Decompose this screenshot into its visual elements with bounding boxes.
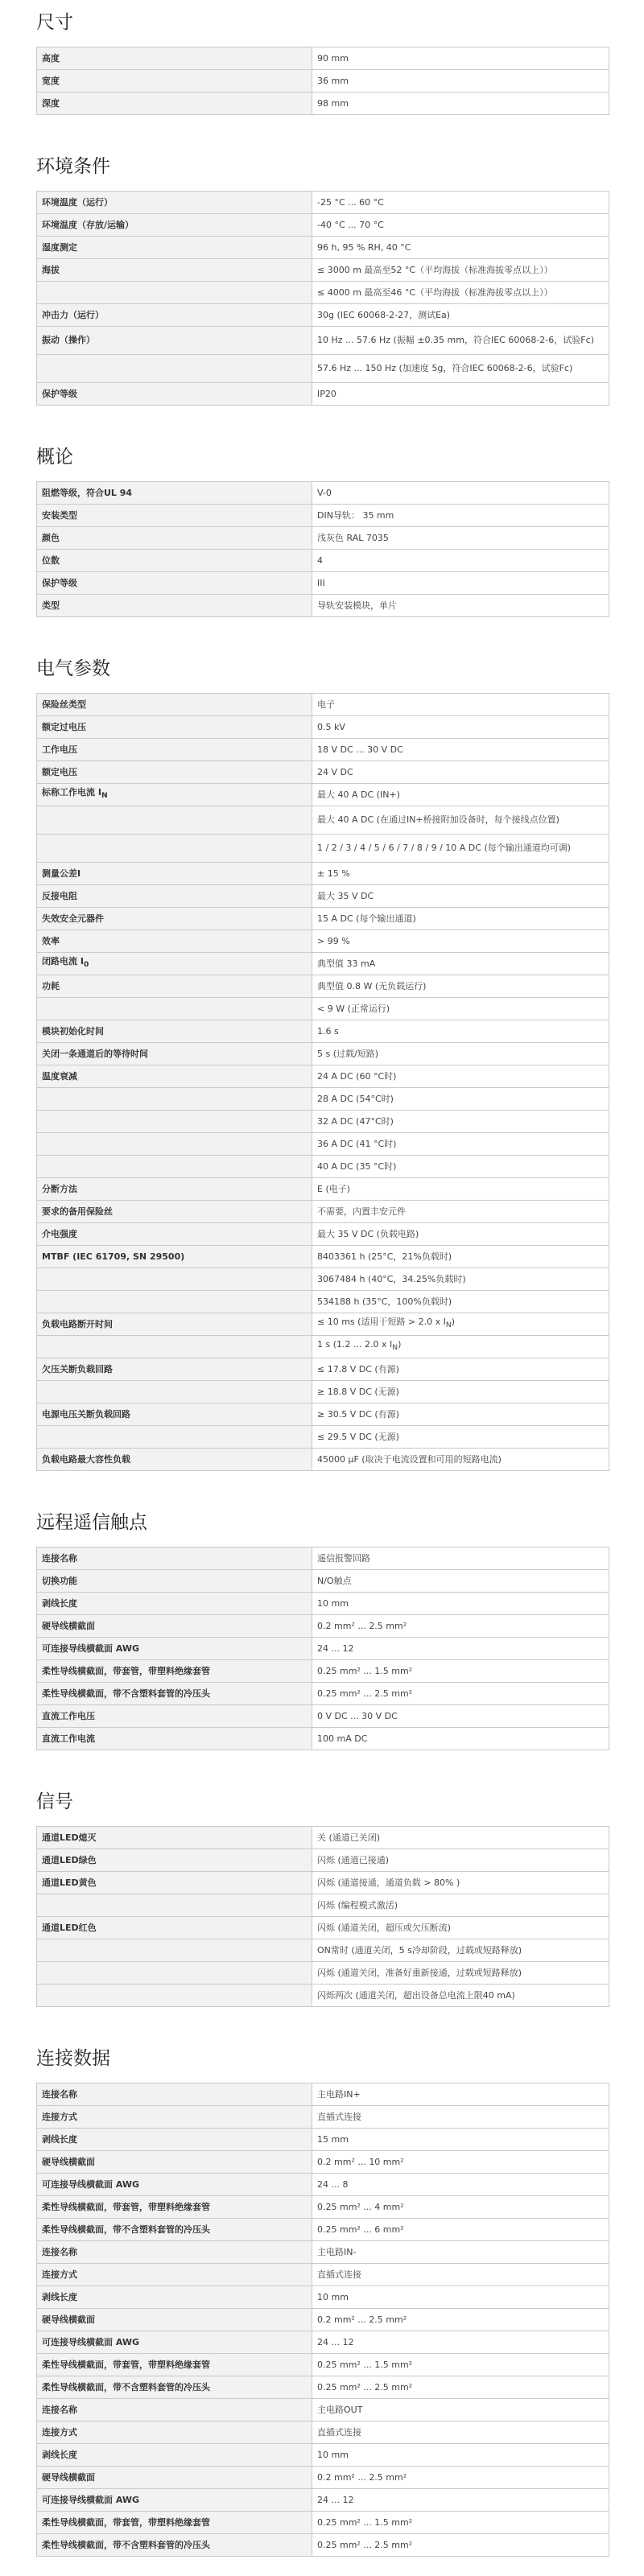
spec-key xyxy=(37,1156,312,1178)
spec-value: 关 (通道已关闭) xyxy=(312,1827,609,1849)
spec-key: 模块初始化时间 xyxy=(37,1020,312,1043)
spec-value: 24 ... 12 xyxy=(312,1638,609,1660)
spec-row xyxy=(37,1201,609,1223)
spec-row xyxy=(37,1705,609,1728)
spec-value: 直插式连接 xyxy=(312,2421,609,2444)
spec-key: 剥线长度 xyxy=(37,2444,312,2467)
spec-key: 柔性导线横截面，带套管，带塑料绝缘套管 xyxy=(37,1660,312,1683)
spec-value: 主电路IN- xyxy=(312,2241,609,2264)
spec-row xyxy=(37,1426,609,1449)
spec-value: 闪烁 (通道已接通) xyxy=(312,1849,609,1872)
spec-row xyxy=(37,47,609,70)
spec-row xyxy=(37,716,609,739)
spec-row xyxy=(37,1985,609,2007)
spec-row xyxy=(37,192,609,214)
spec-value: 5 s (过载/短路) xyxy=(312,1043,609,1065)
spec-value: 遥信报警回路 xyxy=(312,1548,609,1570)
spec-key: 切换功能 xyxy=(37,1570,312,1593)
spec-value: 0.2 mm² ... 10 mm² xyxy=(312,2151,609,2174)
spec-key: 柔性导线横截面，带套管，带塑料绝缘套管 xyxy=(37,2196,312,2219)
spec-row xyxy=(37,2399,609,2421)
spec-value: 36 mm xyxy=(312,70,609,93)
spec-value: 24 ... 8 xyxy=(312,2174,609,2196)
spec-value: 3067484 h (40°C，34.25%负载时) xyxy=(312,1268,609,1291)
spec-key xyxy=(37,1291,312,1313)
spec-key: 测量公差I xyxy=(37,863,312,885)
spec-value: 闪烁 (通道接通，通道负载 > 80% ) xyxy=(312,1872,609,1894)
spec-value: 闪烁 (编程模式激活) xyxy=(312,1894,609,1917)
section-title: 概论 xyxy=(36,447,73,468)
spec-row xyxy=(37,1291,609,1313)
spec-value: 36 A DC (41 °C时) xyxy=(312,1133,609,1156)
spec-row xyxy=(37,885,609,908)
spec-value: 0.2 mm² ... 2.5 mm² xyxy=(312,2309,609,2331)
spec-value: 0.25 mm² ... 1.5 mm² xyxy=(312,1660,609,1683)
spec-value: E (电子) xyxy=(312,1178,609,1201)
spec-key xyxy=(37,1381,312,1403)
spec-value: 典型值 33 mA xyxy=(312,953,609,975)
spec-key: 反接电阻 xyxy=(37,885,312,908)
spec-value: V-0 xyxy=(312,482,609,505)
spec-key: 连接方式 xyxy=(37,2264,312,2286)
spec-key: 连接名称 xyxy=(37,1548,312,1570)
spec-key: 柔性导线横截面，带套管，带塑料绝缘套管 xyxy=(37,2354,312,2376)
spec-value: 32 A DC (47°C时) xyxy=(312,1111,609,1133)
spec-value: 28 A DC (54°C时) xyxy=(312,1088,609,1111)
spec-key: 硬导线横截面 xyxy=(37,2151,312,2174)
spec-key: 柔性导线横截面，带不含塑料套管的冷压头 xyxy=(37,2219,312,2241)
spec-row xyxy=(37,863,609,885)
spec-row xyxy=(37,214,609,237)
spec-key: 安装类型 xyxy=(37,505,312,527)
spec-value: N/O触点 xyxy=(312,1570,609,1593)
spec-row xyxy=(37,1088,609,1111)
spec-key xyxy=(37,1985,312,2007)
spec-key: 负载电路断开时间 xyxy=(37,1313,312,1336)
spec-value: 534188 h (35°C，100%负载时) xyxy=(312,1291,609,1313)
spec-row xyxy=(37,694,609,716)
spec-key xyxy=(37,1111,312,1133)
spec-value: -40 °C ... 70 °C xyxy=(312,214,609,237)
spec-value: 0 V DC ... 30 V DC xyxy=(312,1705,609,1728)
spec-row xyxy=(37,2219,609,2241)
spec-key: MTBF (IEC 61709, SN 29500) xyxy=(37,1246,312,1268)
spec-row xyxy=(37,1403,609,1426)
spec-row xyxy=(37,1728,609,1750)
spec-value: 闪烁两次 (通道关闭，超出设备总电流上限40 mA) xyxy=(312,1985,609,2007)
spec-key: 效率 xyxy=(37,930,312,953)
spec-value: 0.25 mm² ... 6 mm² xyxy=(312,2219,609,2241)
spec-row xyxy=(37,572,609,595)
spec-value: 4 xyxy=(312,550,609,572)
spec-key xyxy=(37,1426,312,1449)
spec-value: 浅灰色 RAL 7035 xyxy=(312,527,609,550)
spec-row xyxy=(37,1894,609,1917)
spec-row xyxy=(37,1133,609,1156)
spec-key: 保险丝类型 xyxy=(37,694,312,716)
spec-row xyxy=(37,806,609,835)
spec-value: 15 A DC (每个输出通道) xyxy=(312,908,609,930)
spec-row xyxy=(37,327,609,355)
spec-section xyxy=(36,1506,609,1750)
spec-key: 剥线长度 xyxy=(37,2129,312,2151)
spec-row xyxy=(37,2286,609,2309)
spec-key: 振动（操作） xyxy=(37,327,312,355)
spec-row xyxy=(37,1593,609,1615)
spec-key: 保护等级 xyxy=(37,572,312,595)
spec-value: 0.2 mm² ... 2.5 mm² xyxy=(312,1615,609,1638)
spec-row xyxy=(37,2421,609,2444)
section-title: 连接数据 xyxy=(36,2048,110,2069)
spec-key: 柔性导线横截面，带不含塑料套管的冷压头 xyxy=(37,1683,312,1705)
spec-key: 额定电压 xyxy=(37,761,312,784)
spec-row xyxy=(37,282,609,304)
spec-key: 柔性导线横截面，带不含塑料套管的冷压头 xyxy=(37,2376,312,2399)
spec-row xyxy=(37,355,609,383)
spec-value: < 9 W (正常运行) xyxy=(312,998,609,1020)
spec-row xyxy=(37,1962,609,1985)
spec-table xyxy=(36,47,609,115)
spec-key: 保护等级 xyxy=(37,383,312,406)
spec-value: 24 ... 12 xyxy=(312,2331,609,2354)
spec-row xyxy=(37,527,609,550)
spec-key: 颜色 xyxy=(37,527,312,550)
spec-value: 24 ... 12 xyxy=(312,2489,609,2512)
spec-row xyxy=(37,595,609,617)
spec-key: 湿度测定 xyxy=(37,237,312,259)
spec-value: 18 V DC ... 30 V DC xyxy=(312,739,609,761)
spec-value: 40 A DC (35 °C时) xyxy=(312,1156,609,1178)
spec-row xyxy=(37,2467,609,2489)
spec-value: 0.25 mm² ... 2.5 mm² xyxy=(312,1683,609,1705)
spec-key xyxy=(37,835,312,863)
spec-key: 连接方式 xyxy=(37,2106,312,2129)
spec-value: 45000 μF (取决于电流设置和可用的短路电流) xyxy=(312,1449,609,1471)
spec-key xyxy=(37,282,312,304)
spec-value: 直插式连接 xyxy=(312,2106,609,2129)
spec-value: ≤ 29.5 V DC (无源) xyxy=(312,1426,609,1449)
spec-row xyxy=(37,1570,609,1593)
spec-row xyxy=(37,2309,609,2331)
spec-section xyxy=(36,6,609,115)
spec-value: 闪烁 (通道关闭，超压或欠压断流) xyxy=(312,1917,609,1939)
spec-value: 典型值 0.8 W (无负载运行) xyxy=(312,975,609,998)
spec-row xyxy=(37,2083,609,2106)
spec-value: 10 mm xyxy=(312,2444,609,2467)
spec-key: 位数 xyxy=(37,550,312,572)
spec-key: 欠压关断负载回路 xyxy=(37,1358,312,1381)
spec-row xyxy=(37,482,609,505)
spec-key: 闭路电流 $I_0$ xyxy=(37,953,312,975)
spec-key: 功耗 xyxy=(37,975,312,998)
spec-row xyxy=(37,975,609,998)
spec-key: 额定过电压 xyxy=(37,716,312,739)
spec-row xyxy=(37,1683,609,1705)
spec-row xyxy=(37,998,609,1020)
spec-value: 98 mm xyxy=(312,93,609,115)
spec-row xyxy=(37,930,609,953)
spec-section xyxy=(36,2042,609,2557)
section-title: 远程遥信触点 xyxy=(36,1512,147,1533)
spec-row xyxy=(37,1381,609,1403)
spec-value: ≤ 4000 m 最高至46 °C（平均海拔（标准海拔零点以上）） xyxy=(312,282,609,304)
spec-row xyxy=(37,237,609,259)
spec-key: 直流工作电压 xyxy=(37,1705,312,1728)
spec-value: 0.25 mm² ... 1.5 mm² xyxy=(312,2354,609,2376)
spec-value: ON常时 (通道关闭，5 s冷却阶段，过载或短路释放) xyxy=(312,1939,609,1962)
spec-value: 10 Hz ... 57.6 Hz (振幅 ±0.35 mm，符合IEC 60068-2-6，试验Fc) xyxy=(312,327,609,355)
spec-value: 最大 40 A DC (IN+) xyxy=(312,784,609,806)
spec-section xyxy=(36,653,609,1471)
spec-value: 30g (IEC 60068-2-27，测试Ea) xyxy=(312,304,609,327)
spec-key: 连接名称 xyxy=(37,2241,312,2264)
spec-row xyxy=(37,1939,609,1962)
spec-value: 最大 40 A DC (在通过IN+桥接附加设备时，每个接线点位置) xyxy=(312,806,609,835)
spec-value: IP20 xyxy=(312,383,609,406)
spec-key: 可连接导线横截面 AWG xyxy=(37,2331,312,2354)
section-title: 电气参数 xyxy=(36,658,110,679)
spec-key: 深度 xyxy=(37,93,312,115)
spec-section xyxy=(36,150,609,406)
spec-key: 环境温度（运行） xyxy=(37,192,312,214)
spec-value: 最大 35 V DC xyxy=(312,885,609,908)
spec-row xyxy=(37,93,609,115)
spec-key: 关闭一条通道后的等待时间 xyxy=(37,1043,312,1065)
spec-key xyxy=(37,998,312,1020)
spec-value: 10 mm xyxy=(312,2286,609,2309)
spec-key xyxy=(37,1894,312,1917)
spec-table xyxy=(36,191,609,406)
spec-value: 0.5 kV xyxy=(312,716,609,739)
spec-value: 直插式连接 xyxy=(312,2264,609,2286)
spec-value: 闪烁 (通道关闭，准备好重新接通，过载或短路释放) xyxy=(312,1962,609,1985)
spec-key: 可连接导线横截面 AWG xyxy=(37,1638,312,1660)
spec-value: 不需要，内置丰安元件 xyxy=(312,1201,609,1223)
spec-row xyxy=(37,2106,609,2129)
spec-row xyxy=(37,2241,609,2264)
spec-key: 连接名称 xyxy=(37,2083,312,2106)
spec-key: 通道LED绿色 xyxy=(37,1849,312,1872)
spec-key: 标称工作电流 $I_N$ xyxy=(37,784,312,806)
spec-key: 可连接导线横截面 AWG xyxy=(37,2489,312,2512)
spec-value: > 99 % xyxy=(312,930,609,953)
spec-value: III xyxy=(312,572,609,595)
spec-row xyxy=(37,1336,609,1358)
spec-row xyxy=(37,1827,609,1849)
spec-key: 连接名称 xyxy=(37,2399,312,2421)
spec-value: 1.6 s xyxy=(312,1020,609,1043)
spec-row xyxy=(37,1268,609,1291)
spec-value: 15 mm xyxy=(312,2129,609,2151)
spec-row xyxy=(37,259,609,282)
section-title: 信号 xyxy=(36,1791,73,1812)
spec-table xyxy=(36,1826,609,2007)
spec-key: 硬导线横截面 xyxy=(37,1615,312,1638)
spec-key: 通道LED熄灭 xyxy=(37,1827,312,1849)
spec-value: 10 mm xyxy=(312,1593,609,1615)
spec-value: ≤ 3000 m 最高至52 °C（平均海拔（标准海拔零点以上）） xyxy=(312,259,609,282)
spec-value: 0.25 mm² ... 2.5 mm² xyxy=(312,2376,609,2399)
spec-value: 主电路OUT xyxy=(312,2399,609,2421)
spec-key: 分断方法 xyxy=(37,1178,312,1201)
section-title: 尺寸 xyxy=(36,12,73,33)
spec-row xyxy=(37,1178,609,1201)
spec-key: 可连接导线横截面 AWG xyxy=(37,2174,312,2196)
spec-key: 宽度 xyxy=(37,70,312,93)
spec-key: 冲击力（运行） xyxy=(37,304,312,327)
spec-key: 海拔 xyxy=(37,259,312,282)
spec-key: 阻燃等级，符合UL 94 xyxy=(37,482,312,505)
spec-row xyxy=(37,1358,609,1381)
spec-value: 1 / 2 / 3 / 4 / 5 / 6 / 7 / 8 / 9 / 10 A DC (每个输出通道均可调) xyxy=(312,835,609,863)
spec-row xyxy=(37,835,609,863)
spec-value: ≤ 17.8 V DC (有源) xyxy=(312,1358,609,1381)
spec-row xyxy=(37,1660,609,1683)
spec-key: 剥线长度 xyxy=(37,1593,312,1615)
spec-row xyxy=(37,1449,609,1471)
spec-key xyxy=(37,1962,312,1985)
spec-key: 通道LED黄色 xyxy=(37,1872,312,1894)
spec-table xyxy=(36,1547,609,1750)
spec-value: 24 A DC (60 °C时) xyxy=(312,1065,609,1088)
spec-row xyxy=(37,2129,609,2151)
spec-key xyxy=(37,1336,312,1358)
spec-value: -25 °C ... 60 °C xyxy=(312,192,609,214)
spec-table xyxy=(36,693,609,1471)
spec-key: 负载电路最大容性负载 xyxy=(37,1449,312,1471)
spec-key: 类型 xyxy=(37,595,312,617)
spec-value: 96 h, 95 % RH, 40 °C xyxy=(312,237,609,259)
spec-key: 柔性导线横截面，带套管，带塑料绝缘套管 xyxy=(37,2512,312,2534)
spec-key: 通道LED红色 xyxy=(37,1917,312,1939)
spec-key: 剥线长度 xyxy=(37,2286,312,2309)
spec-value: 电子 xyxy=(312,694,609,716)
spec-value: 90 mm xyxy=(312,47,609,70)
spec-value: DIN导轨： 35 mm xyxy=(312,505,609,527)
spec-table xyxy=(36,2083,609,2557)
spec-value: 8403361 h (25°C，21%负载时) xyxy=(312,1246,609,1268)
spec-row xyxy=(37,953,609,975)
spec-row xyxy=(37,70,609,93)
spec-section xyxy=(36,1786,609,2007)
spec-key: 环境温度（存放/运输） xyxy=(37,214,312,237)
spec-row xyxy=(37,1615,609,1638)
spec-key: 工作电压 xyxy=(37,739,312,761)
spec-row xyxy=(37,2196,609,2219)
spec-key: 要求的备用保险丝 xyxy=(37,1201,312,1223)
spec-key: 直流工作电流 xyxy=(37,1728,312,1750)
spec-row xyxy=(37,383,609,406)
spec-row xyxy=(37,2512,609,2534)
spec-value: ≤ 10 ms (适用于短路 > 2.0 x $I_N$) xyxy=(312,1313,609,1336)
spec-row xyxy=(37,739,609,761)
spec-row xyxy=(37,1111,609,1133)
spec-key xyxy=(37,1133,312,1156)
spec-value: 最大 35 V DC (负载电路) xyxy=(312,1223,609,1246)
spec-row xyxy=(37,1849,609,1872)
spec-key xyxy=(37,1088,312,1111)
spec-row xyxy=(37,1917,609,1939)
spec-value: 0.25 mm² ... 1.5 mm² xyxy=(312,2512,609,2534)
spec-key: 硬导线横截面 xyxy=(37,2309,312,2331)
spec-key: 温度衰减 xyxy=(37,1065,312,1088)
spec-row xyxy=(37,550,609,572)
spec-row xyxy=(37,1548,609,1570)
spec-key: 硬导线横截面 xyxy=(37,2467,312,2489)
spec-row xyxy=(37,908,609,930)
spec-value: 主电路IN+ xyxy=(312,2083,609,2106)
spec-table xyxy=(36,481,609,617)
spec-row xyxy=(37,1020,609,1043)
spec-value: 24 V DC xyxy=(312,761,609,784)
spec-key: 高度 xyxy=(37,47,312,70)
spec-key xyxy=(37,1939,312,1962)
spec-value: ≥ 18.8 V DC (无源) xyxy=(312,1381,609,1403)
spec-row xyxy=(37,1043,609,1065)
spec-row xyxy=(37,2354,609,2376)
spec-key xyxy=(37,355,312,383)
spec-row xyxy=(37,1223,609,1246)
spec-row xyxy=(37,1156,609,1178)
spec-row xyxy=(37,304,609,327)
spec-value: 0.25 mm² ... 2.5 mm² xyxy=(312,2534,609,2557)
spec-row xyxy=(37,2444,609,2467)
spec-row xyxy=(37,1313,609,1336)
spec-value: 57.6 Hz ... 150 Hz (加速度 5g，符合IEC 60068-2-6，试验Fc) xyxy=(312,355,609,383)
spec-row xyxy=(37,2331,609,2354)
spec-key: 电源电压关断负载回路 xyxy=(37,1403,312,1426)
spec-row xyxy=(37,1246,609,1268)
spec-row xyxy=(37,784,609,806)
spec-key: 柔性导线横截面，带不含塑料套管的冷压头 xyxy=(37,2534,312,2557)
spec-key xyxy=(37,806,312,835)
spec-value: 导轨安装模块，单片 xyxy=(312,595,609,617)
section-title: 环境条件 xyxy=(36,156,110,177)
spec-key xyxy=(37,1268,312,1291)
spec-row xyxy=(37,1872,609,1894)
spec-key: 失效安全元器件 xyxy=(37,908,312,930)
spec-value: 100 mA DC xyxy=(312,1728,609,1750)
spec-value: 1 s (1.2 ... 2.0 x $I_N$) xyxy=(312,1336,609,1358)
spec-row xyxy=(37,505,609,527)
spec-section xyxy=(36,441,609,617)
spec-row xyxy=(37,1065,609,1088)
spec-row xyxy=(37,2264,609,2286)
spec-row xyxy=(37,2151,609,2174)
spec-row xyxy=(37,761,609,784)
spec-value: 0.25 mm² ... 4 mm² xyxy=(312,2196,609,2219)
spec-value: ≥ 30.5 V DC (有源) xyxy=(312,1403,609,1426)
spec-row xyxy=(37,2489,609,2512)
spec-row xyxy=(37,1638,609,1660)
spec-key: 介电强度 xyxy=(37,1223,312,1246)
spec-row xyxy=(37,2376,609,2399)
spec-row xyxy=(37,2534,609,2557)
spec-row xyxy=(37,2174,609,2196)
spec-key: 连接方式 xyxy=(37,2421,312,2444)
spec-value: ± 15 % xyxy=(312,863,609,885)
spec-value: 0.2 mm² ... 2.5 mm² xyxy=(312,2467,609,2489)
